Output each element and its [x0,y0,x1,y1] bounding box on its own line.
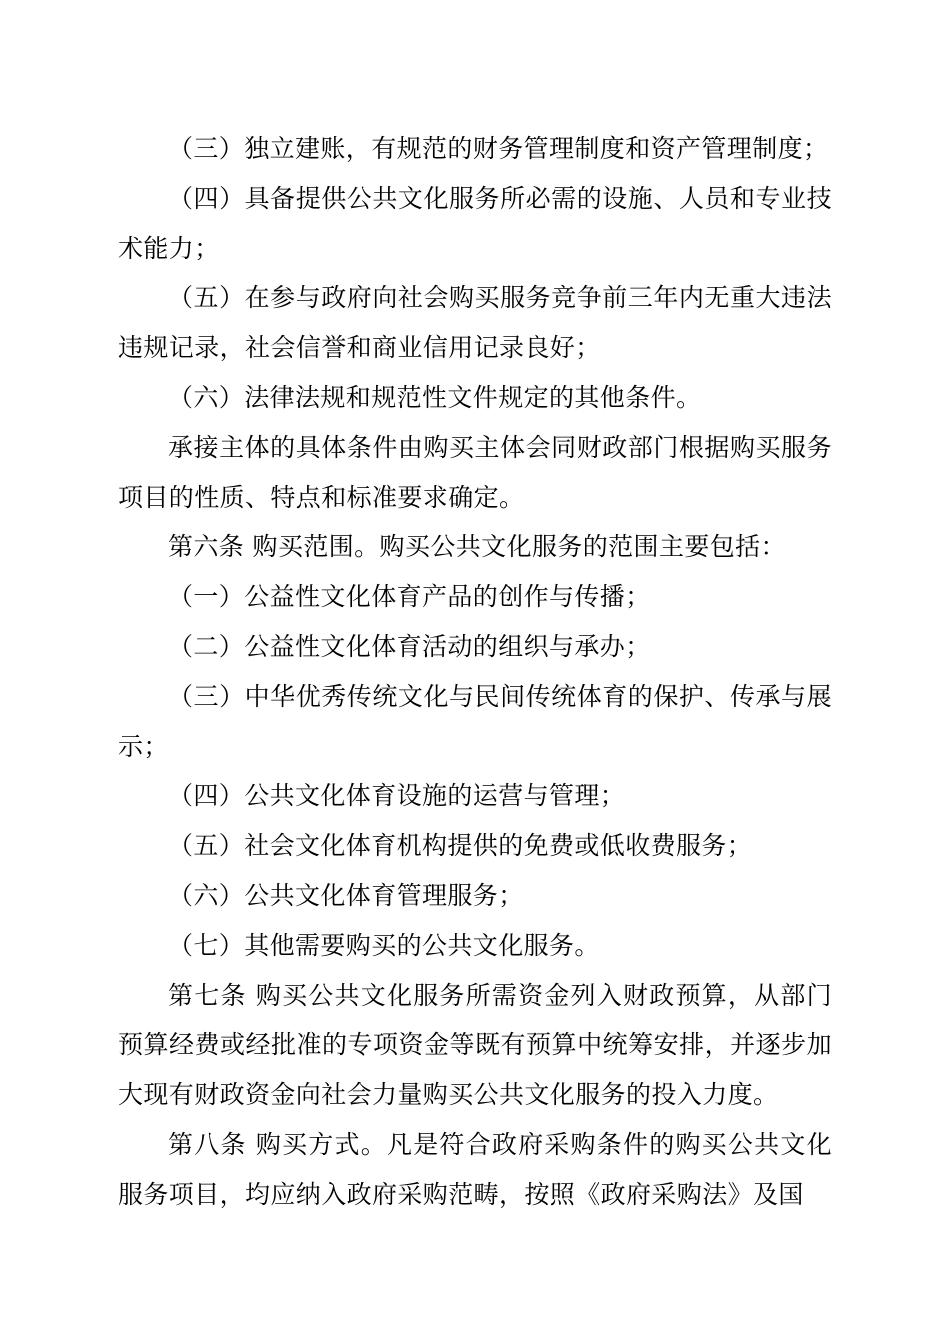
paragraph-article-8: 第八条 购买方式。凡是符合政府采购条件的购买公共文化服务项目，均应纳入政府采购范畴，按照《政府采购法》及国 [118,1129,832,1209]
paragraph-scope-7: （七）其他需要购买的公共文化服务。 [168,930,600,960]
paragraph-contractor-conditions: 承接主体的具体条件由购买主体会同财政部门根据购买服务项目的性质、特点和标准要求确定。 [118,432,832,512]
paragraph-condition-5: （五）在参与政府向社会购买服务竞争前三年内无重大违法违规记录，社会信誉和商业信用记录良好； [118,283,832,363]
paragraph-condition-4: （四）具备提供公共文化服务所必需的设施、人员和专业技术能力； [118,183,832,263]
document-body [118,124,832,1220]
paragraph-scope-3: （三）中华优秀传统文化与民间传统体育的保护、传承与展示； [118,681,832,761]
paragraph-scope-6: （六）公共文化体育管理服务； [168,880,524,910]
paragraph-article-7: 第七条 购买公共文化服务所需资金列入财政预算，从部门预算经费或经批准的专项资金等既有预算中统筹安排，并逐步加大现有财政资金向社会力量购买公共文化服务的投入力度。 [118,980,832,1110]
paragraph-condition-3: （三）独立建账，有规范的财务管理制度和资产管理制度； [168,134,829,163]
paragraph-condition-6: （六）法律法规和规范性文件规定的其他条件。 [168,382,702,412]
paragraph-scope-5: （五）社会文化体育机构提供的免费或低收费服务； [168,831,753,861]
paragraph-article-6: 第六条 购买范围。购买公共文化服务的范围主要包括： [168,532,786,562]
paragraph-scope-2: （二）公益性文化体育活动的组织与承办； [168,631,651,661]
paragraph-scope-1: （一）公益性文化体育产品的创作与传播； [168,582,651,612]
paragraph-scope-4: （四）公共文化体育设施的运营与管理； [168,781,626,811]
